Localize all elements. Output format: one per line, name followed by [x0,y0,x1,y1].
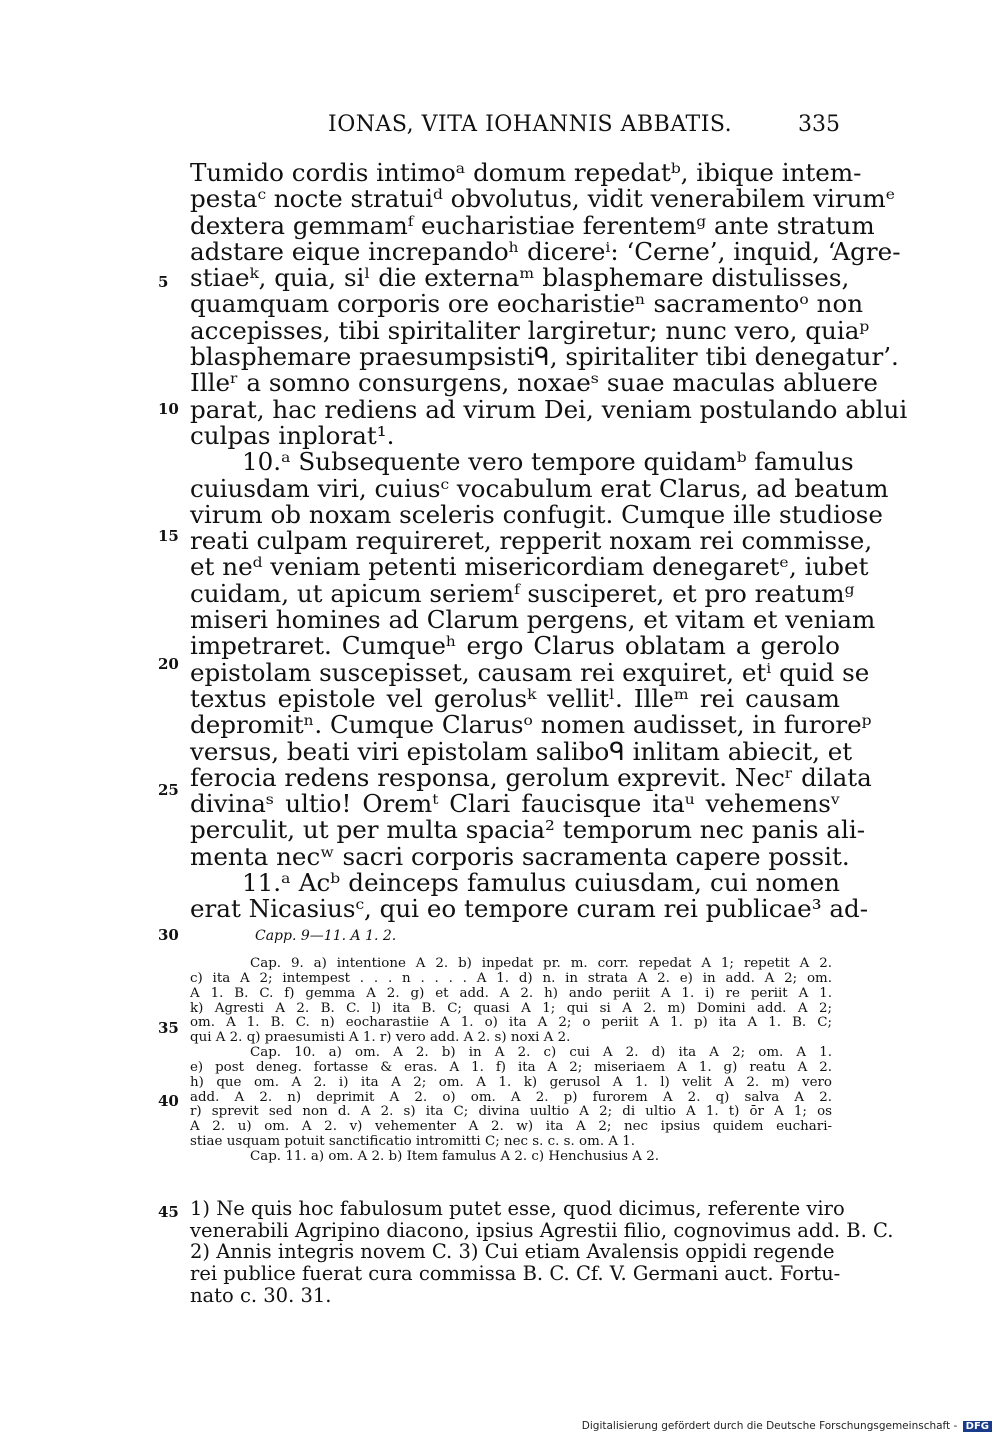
text-line: depromitⁿ. Cumque Clarusᵒ nomen audisset, in furoreᵖ [190,710,872,740]
footnote-line: rei publice fuerat cura commissa B. C. Cf. V. Germani auct. Fortu- [190,1262,841,1286]
page-header [190,112,840,146]
text-line: Tumido cordis intimoᵃ domum repedatᵇ, ibique intem- [190,158,862,187]
critical-apparatus [190,957,832,1165]
main-text [190,158,908,924]
line-number: 20 [158,655,179,673]
apparatus-line: e) post deneg. fortasse & eras. A 1. f) ita A 2; miseriaem A 1. g) reatu A 2. [190,1059,832,1075]
line-number: 25 [158,781,179,799]
apparatus-line: add. A 2. n) deprimit A 2. o) om. A 2. p) furorem A 2. q) salva A 2. [190,1089,832,1105]
footnotes [190,1197,894,1307]
digitization-footer [582,1420,992,1432]
apparatus-line: h) que om. A 2. i) ita A 2; om. A 1. k) gerusol A 1. l) velit A 2. m) vero [190,1074,832,1090]
text-line: menta necʷ sacri corporis sacramenta capere possit. [190,841,850,871]
text-line: 10.ᵃ Subsequente vero tempore quidamᵇ famulus [242,447,854,477]
text-line: pestaᶜ nocte stratuiᵈ obvolutus, vidit venerabilem virumᵉ [190,184,896,214]
footnote-line: nato c. 30. 31. [190,1283,332,1307]
apparatus-line: A 2. u) om. A 2. v) vehementer A 2. w) ita A 2; nec ipsius quidem euchari- [190,1119,832,1135]
text-line: accepisses, tibi spiritaliter largiretur; nunc vero, quiaᵖ [190,315,870,345]
apparatus-line: stiae usquam potuit sanctificatio intromitti C; nec s. c. s. om. A 1. [190,1134,636,1150]
text-line: versus, beati viri epistolam saliboᑫ inlitam abiecit, et [190,736,853,766]
text-line: culpas inplorat¹. [190,420,395,450]
text-line: blasphemare praesumpsistiᑫ, spiritaliter tibi denegatur’. [190,342,899,372]
text-line: virum ob noxam sceleris confugit. Cumque ille studiose [190,499,883,529]
capp-reference: Capp. 9—11. A 1. 2. [255,928,397,944]
line-number: 35 [158,1019,179,1037]
line-number: 15 [158,527,179,545]
apparatus-line: k) Agresti A 2. B. C. l) ita B. C; quasi A 1; qui si A 2. m) Domini add. A 2; [190,1000,832,1016]
apparatus-line: Cap. 9. a) intentione A 2. b) inpedat pr. m. corr. repedat A 1; repetit A 2. [250,956,832,971]
page-number: 335 [798,112,840,137]
text-line: cuiusdam viri, cuiusᶜ vocabulum erat Clarus, ad beatum [190,473,889,503]
apparatus-line: A 1. B. C. f) gemma A 2. g) et add. A 2. h) ando periit A 1. i) re periit A 1. [190,985,832,1001]
apparatus-line: c) ita A 2; intempest . . . n . . . . A 1. d) n. in strata A 2. e) in add. A 2; om. [190,970,832,986]
text-line: miseri homines ad Clarum pergens, et vitam et veniam [190,605,876,635]
text-line: divinaˢ ultio! Oremᵗ Clari faucisque itaᵘ vehemensᵛ [190,789,840,819]
line-number: 30 [158,926,179,944]
line-number: 45 [158,1203,179,1221]
text-line: quamquam corporis ore eocharistieⁿ sacramentoᵒ non [190,289,864,319]
text-line: et neᵈ veniam petenti misericordiam denegaretᵉ, iubet [190,552,869,582]
line-number: 40 [158,1092,179,1110]
text-line: stiaeᵏ, quia, siˡ die externaᵐ blasphemare distulisses, [190,263,850,293]
text-line: Illeʳ a somno consurgens, noxaeˢ suae maculas abluere [190,368,878,398]
apparatus-line: Cap. 11. a) om. A 2. b) Item famulus A 2. c) Henchusius A 2. [250,1148,659,1164]
text-line: 11.ᵃ Acᵇ deinceps famulus cuiusdam, cui nomen [242,868,840,898]
apparatus-line: r) sprevit sed non d. A 2. s) ita C; divina uultio A 2; di ultio A 1. t) ōr A 1; os [190,1104,832,1120]
footnote-line: 1) Ne quis hoc fabulosum putet esse, quod dicimus, referente viro [190,1197,845,1220]
text-line: dextera gemmamᶠ eucharistiae ferentemᵍ ante stratum [190,210,875,240]
footnote-line: venerabili Agripino diacono, ipsius Agrestii filio, cognovimus add. B. C. [190,1218,894,1242]
text-line: adstare eique increpandoʰ dicereⁱ: ‘Cerne’, inquid, ‘Agre- [190,236,901,266]
text-line: textus epistole vel gerolusᵏ vellitˡ. Illeᵐ rei causam [190,683,840,713]
line-number: 5 [158,273,169,291]
text-line: cuidam, ut apicum seriemᶠ susciperet, et pro reatumᵍ [190,578,855,608]
text-line: parat, hac rediens ad virum Dei, veniam postulando ablui [190,394,908,424]
text-line: epistolam suscepisset, causam rei exquiret, etⁱ quid se [190,657,870,687]
apparatus-line: om. A 1. B. C. n) eocharastiie A 1. o) ita A 2; o periit A 1. p) ita A 1. B. C; [190,1015,832,1031]
text-line: reati culpam requireret, repperit noxam rei commisse, [190,526,873,556]
text-line: impetraret. Cumqueʰ ergo Clarus oblatam a gerolo [190,631,840,661]
dfg-logo: DFG [963,1421,992,1432]
line-number: 10 [158,400,179,418]
text-line: perculit, ut per multa spacia² temporum nec panis ali- [190,815,866,845]
footer-text: Digitalisierung gefördert durch die Deutsche Forschungsgemeinschaft - [581,1420,958,1432]
apparatus-line: Cap. 10. a) om. A 2. b) in A 2. c) cui A 2. d) ita A 2; om. A 1. [250,1045,832,1061]
apparatus-line: qui A 2. q) praesumisti A 1. r) vero add. A 2. s) noxi A 2. [190,1030,571,1046]
text-line: ferocia redens responsa, gerolum exprevit. Necʳ dilata [190,762,872,792]
footnote-line: 2) Annis integris novem C. 3) Cui etiam Avalensis oppidi regende [190,1240,835,1264]
running-title: IONAS, VITA IOHANNIS ABBATIS. [328,112,733,137]
text-line: erat Nicasiusᶜ, qui eo tempore curam rei publicae³ ad- [190,894,869,924]
